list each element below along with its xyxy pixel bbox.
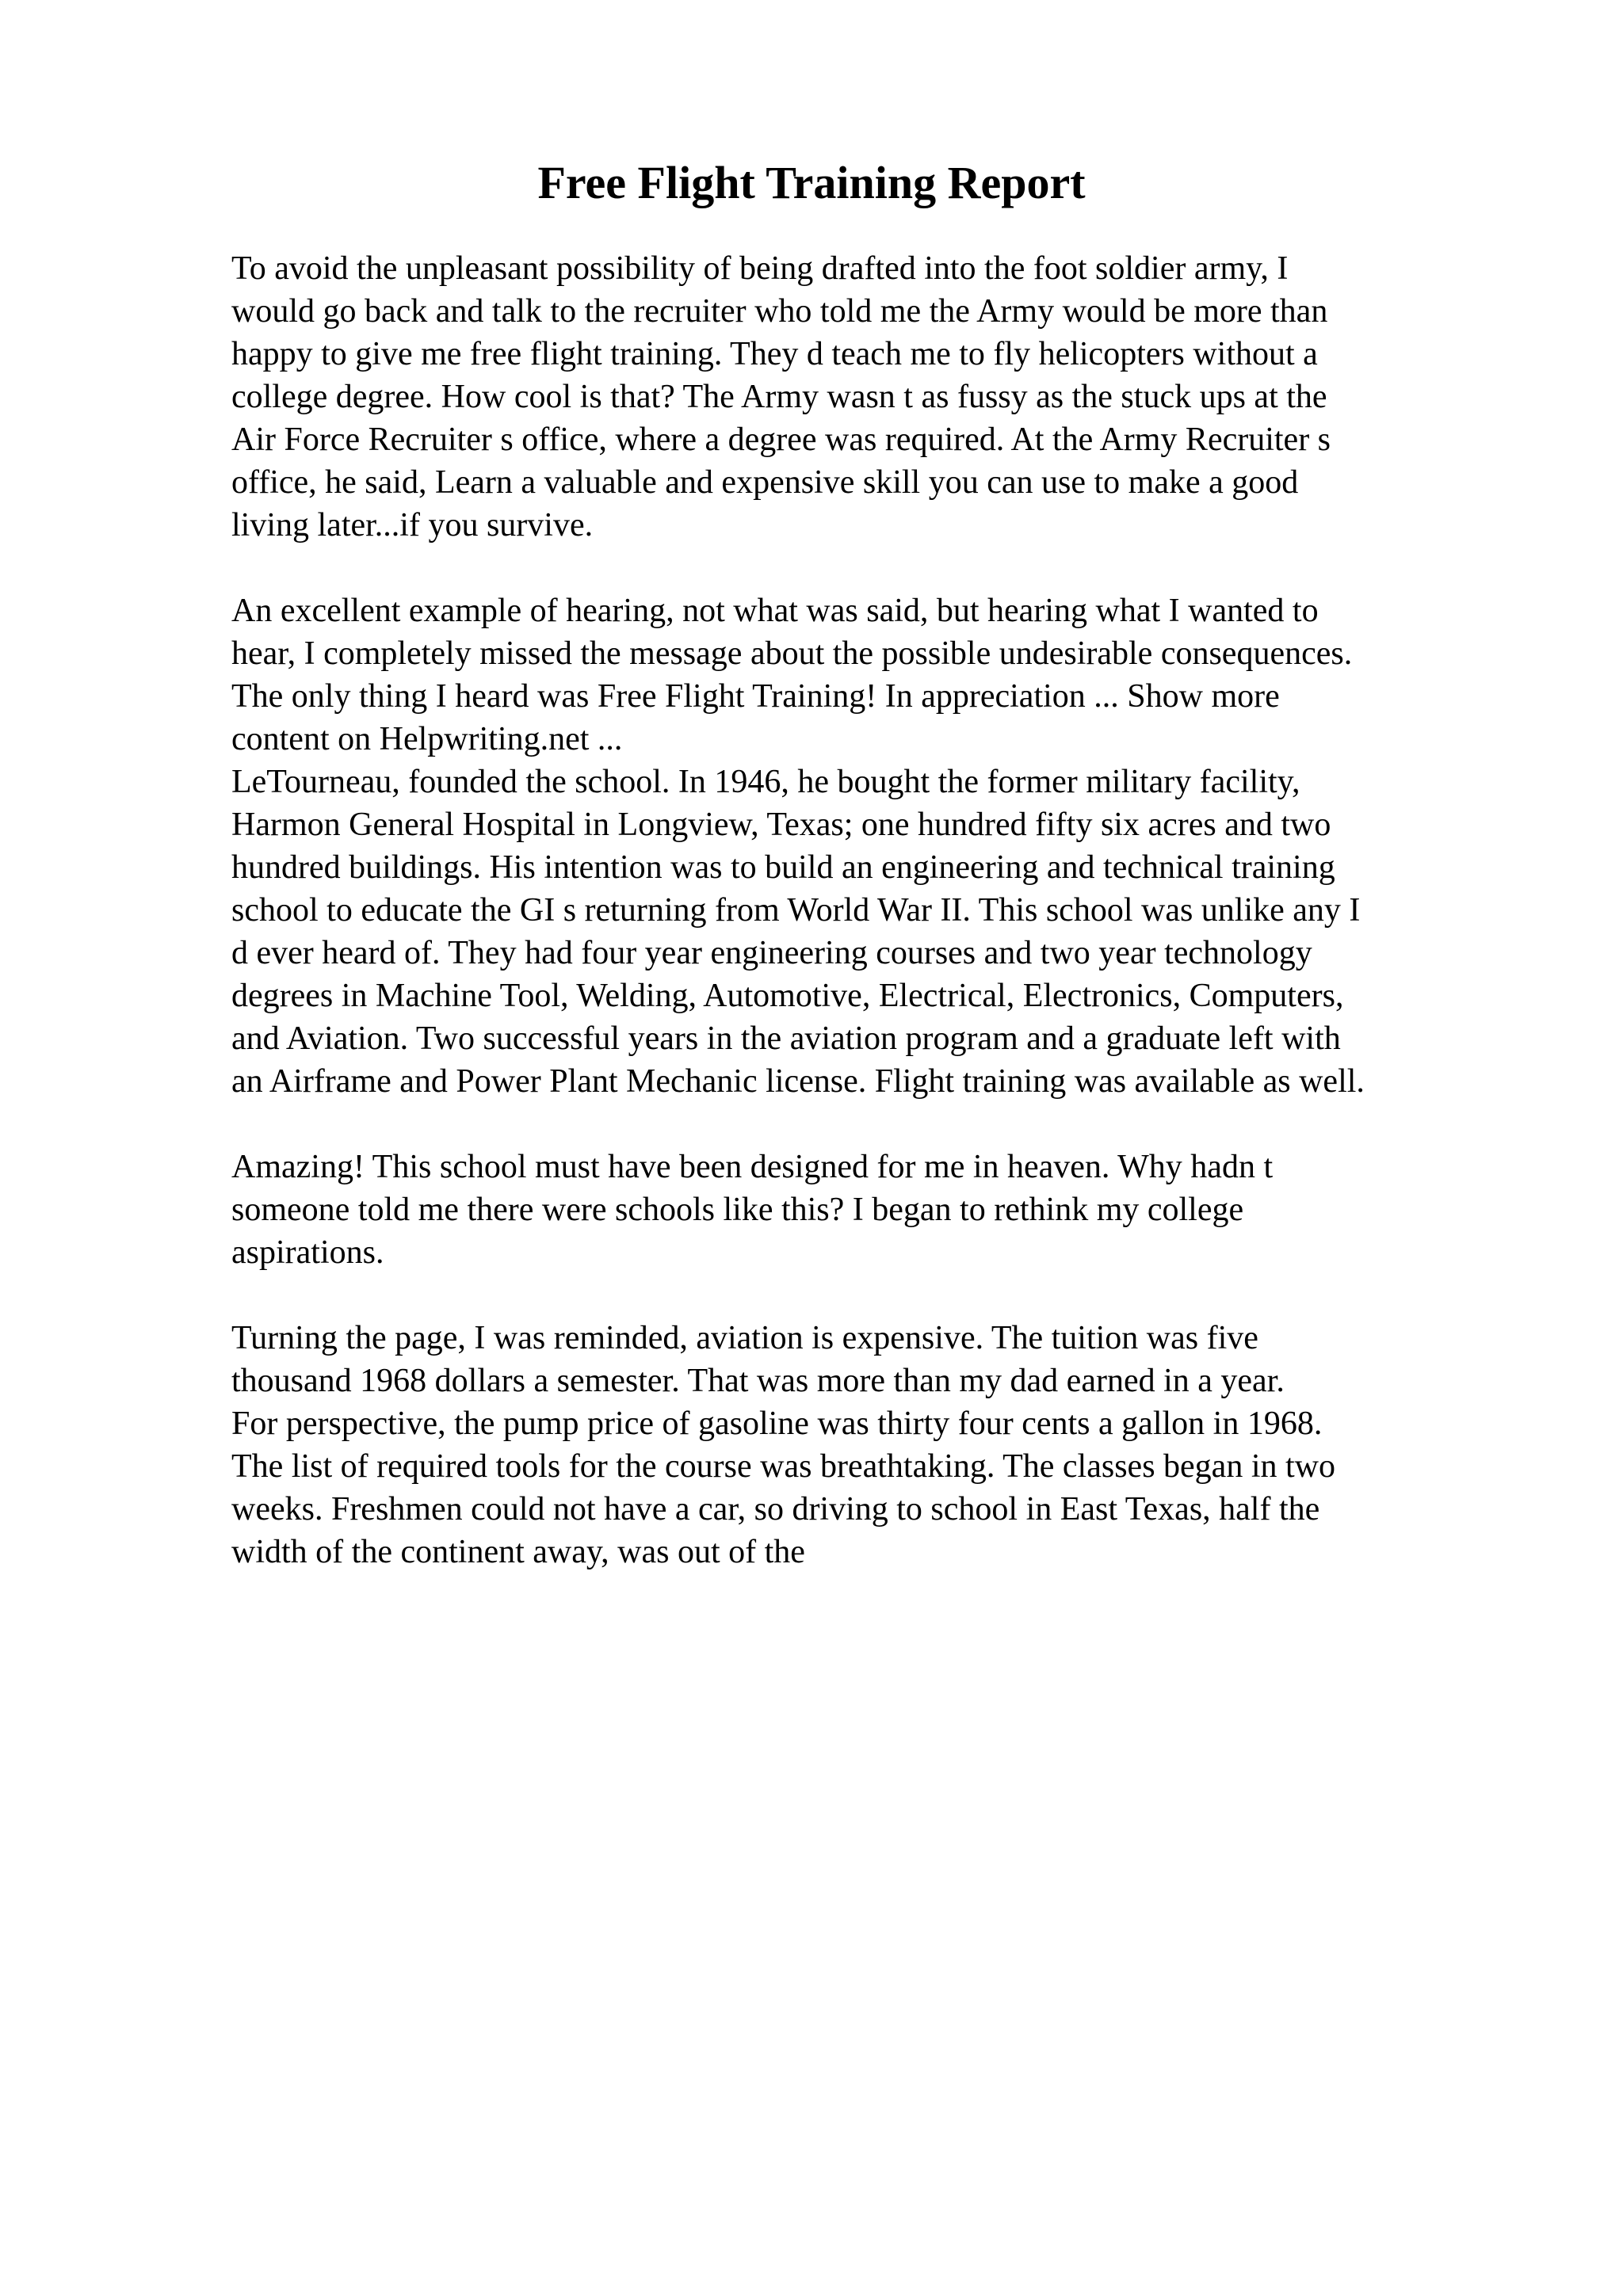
paragraph-3 <box>231 1146 1515 1274</box>
text-line: thousand 1968 dollars a semester. That was more than my dad earned in a year. <box>231 1363 1285 1399</box>
document-body <box>231 247 1515 1573</box>
text-line: An excellent example of hearing, not what was said, but hearing what I wanted to <box>231 593 1319 629</box>
text-line: and Aviation. Two successful years in the aviation program and a graduate left with <box>231 1020 1341 1057</box>
text-line: office, he said, Learn a valuable and expensive skill you can use to make a good <box>231 464 1299 501</box>
text-line: content on Helpwriting.net ... <box>231 721 623 757</box>
text-line: degrees in Machine Tool, Welding, Automotive, Electrical, Electronics, Computers, <box>231 978 1344 1014</box>
text-line: LeTourneau, founded the school. In 1946, he bought the former military facility, <box>231 764 1300 800</box>
paragraph-2 <box>231 589 1515 1103</box>
paragraph-1 <box>231 247 1515 547</box>
text-line: school to educate the GI s returning from World War II. This school was unlike any I <box>231 892 1361 929</box>
text-line: would go back and talk to the recruiter who told me the Army would be more than <box>231 293 1328 330</box>
text-line: Amazing! This school must have been designed for me in heaven. Why hadn t <box>231 1149 1274 1185</box>
document-title: Free Flight Training Report <box>537 157 1086 208</box>
text-line: an Airframe and Power Plant Mechanic license. Flight training was available as well. <box>231 1063 1365 1100</box>
paragraph-spacer <box>231 1274 1515 1317</box>
text-line: Air Force Recruiter s office, where a degree was required. At the Army Recruiter s <box>231 421 1331 458</box>
paragraph-spacer <box>231 547 1515 589</box>
paragraph-4 <box>231 1317 1515 1573</box>
text-line: hundred buildings. His intention was to build an engineering and technical training <box>231 849 1335 886</box>
text-line: college degree. How cool is that? The Army wasn t as fussy as the stuck ups at the <box>231 379 1327 415</box>
text-line: For perspective, the pump price of gasoline was thirty four cents a gallon in 1968. <box>231 1405 1323 1442</box>
text-line: someone told me there were schools like this? I began to rethink my college <box>231 1192 1244 1228</box>
text-line: aspirations. <box>231 1234 384 1271</box>
text-line: To avoid the unpleasant possibility of being drafted into the foot soldier army, I <box>231 250 1289 287</box>
text-line: The only thing I heard was Free Flight Training! In appreciation ... Show more <box>231 678 1280 715</box>
text-line: Harmon General Hospital in Longview, Texas; one hundred fifty six acres and two <box>231 807 1331 843</box>
text-line: living later...if you survive. <box>231 507 594 543</box>
paragraph-spacer <box>231 1103 1515 1146</box>
text-line: weeks. Freshmen could not have a car, so driving to school in East Texas, half the <box>231 1491 1320 1527</box>
text-line: width of the continent away, was out of the <box>231 1534 805 1570</box>
text-line: Turning the page, I was reminded, aviation is expensive. The tuition was five <box>231 1320 1258 1356</box>
text-line: happy to give me free flight training. They d teach me to fly helicopters without a <box>231 336 1318 372</box>
text-line: hear, I completely missed the message about the possible undesirable consequences. <box>231 635 1353 672</box>
text-line: The list of required tools for the course was breathtaking. The classes began in two <box>231 1448 1335 1485</box>
text-line: d ever heard of. They had four year engineering courses and two year technology <box>231 935 1312 971</box>
